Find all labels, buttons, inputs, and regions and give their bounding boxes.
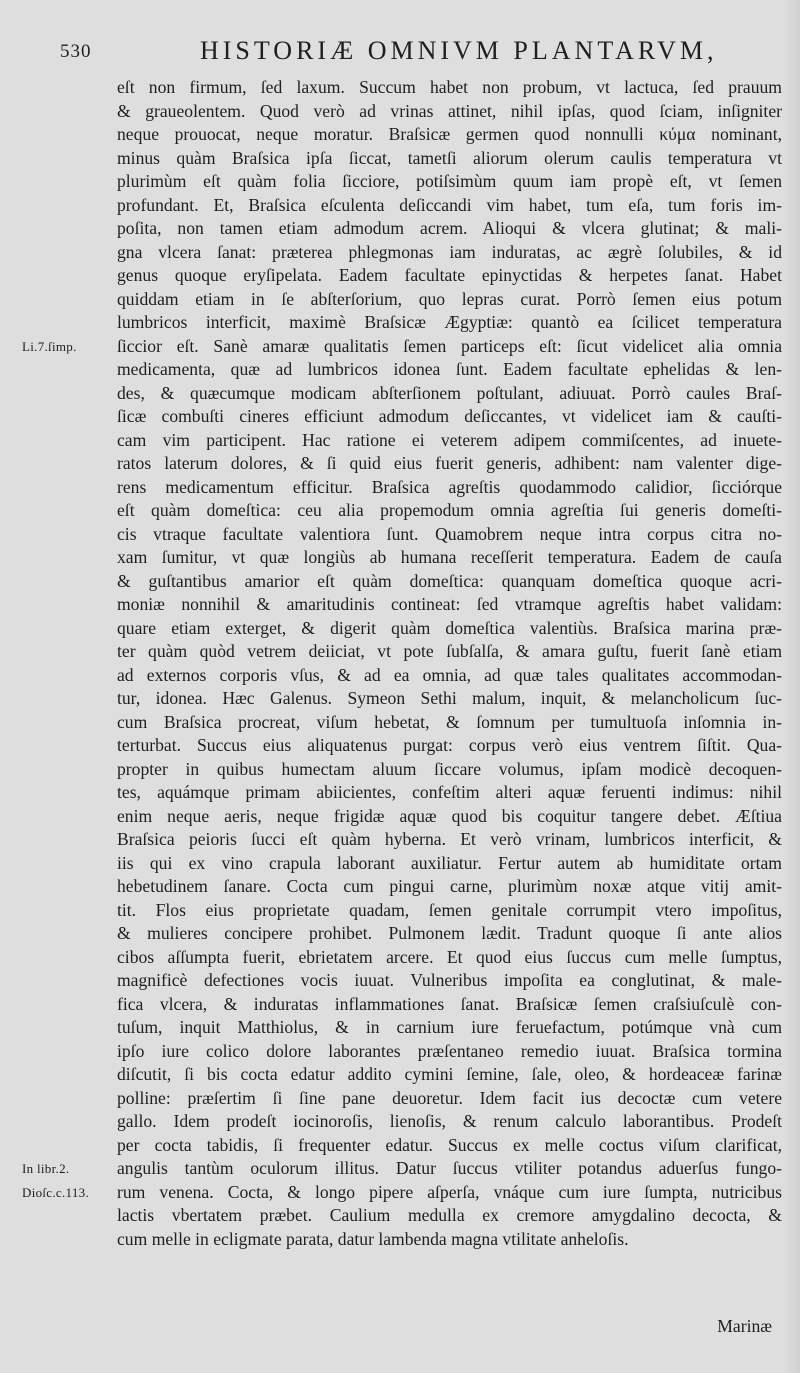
text-line: gna vlcera ſanat: præterea phlegmonas iam induratas, ac ægrè ſolubiles, & id: [117, 241, 782, 262]
text-line: ipſo iure colico dolore laborantes præſentaneo remedio iuuat. Braſsica tormina: [117, 1040, 782, 1061]
text-line: enim neque aeris, neque frigidæ aquæ quod bis coquitur tangere debet. Æſtiua: [117, 805, 782, 826]
body-text: [117, 76, 782, 1251]
text-line: medicamenta, quæ ad lumbricos idonea ſunt. Eadem facultate ephelidas & len-: [117, 359, 782, 379]
text-line: neque prouocat, neque moratur. Braſsicæ germen quod nonnulli κύμα nominant,: [117, 124, 782, 144]
text-line: minus quàm Braſsica ipſa ſiccat, tametſi aliorum olerum caulis temperatura vt: [117, 147, 782, 168]
text-line: cis vtraque facultate valentiora ſunt. Quamobrem neque intra corpus citra no-: [117, 523, 782, 544]
text-line: xam ſumitur, vt quæ longiùs ab humana receſſerit temperatura. Eadem de cauſa: [117, 547, 782, 567]
text-line: plurimùm eſt quàm folia ſicciore, potiſsimùm quum iam propè eſt, vt ſemen: [117, 171, 782, 191]
text-line: profundant. Et, Braſsica eſculenta deſiccandi vim habet, tum eſa, tum foris im-: [117, 194, 782, 215]
text-line: tes, aquámque primam abiicientes, confeſtim alteri aquæ feruenti indimus: nihil: [117, 782, 782, 802]
text-line: cum Braſsica procreat, viſum hebetat, & ſomnum per tumultuoſa inſomnia in-: [117, 711, 782, 732]
text-line: cibos aſſumpta fuerit, ebrietatem arcere. Et quod eius ſuccus cum melle ſumptus,: [117, 946, 782, 967]
running-title: HISTORIÆ OMNIVM PLANTARVM,: [200, 36, 718, 65]
text-line: magnificè defectiones vocis iuuat. Vulneribus impoſita ea conglutinat, & male-: [117, 970, 782, 990]
text-line: propter in quibus humectam aluum ſiccare volumus, ipſam modicè decoquen-: [117, 758, 782, 779]
text-line: tur, idonea. Hæc Galenus. Symeon Sethi malum, inquit, & melancholicum ſuc-: [117, 688, 782, 708]
text-line: cum melle in ecligmate parata, datur lambenda magna vtilitate anheloſis.: [117, 1228, 629, 1249]
text-line: per cocta tabidis, ſi frequenter edatur. Succus ex melle coctus viſum clarificat,: [117, 1134, 782, 1155]
text-line: ad externos corporis vſus, & ad ea omnia, ad quæ tales qualitates accommodan-: [117, 664, 782, 685]
text-line: poſita, non tamen etiam admodum acrem. Alioqui & vlcera glutinat; & mali-: [117, 218, 782, 238]
text-line: fica vlcera, & induratas inflammationes ſanat. Braſsicæ ſemen craſsiuſculè con-: [117, 993, 782, 1014]
text-line: diſcutit, ſi bis cocta edatur addito cymini ſemine, ſale, oleo, & hordeaceæ farinæ: [117, 1064, 782, 1084]
marginal-note: Dioſc.c.113.: [22, 1184, 90, 1200]
text-line: terturbat. Succus eius aliquatenus purgat: corpus verò eius ventrem ſiſtit. Qua-: [117, 735, 782, 755]
page-header: [60, 36, 760, 70]
text-line: gallo. Idem prodeſt iocinoroſis, lienoſis, & renum calculo laborantibus. Prodeſt: [117, 1111, 782, 1131]
text-line: Braſsica peioris ſucci eſt quàm hyberna. Et verò vrinam, lumbricos interficit, &: [117, 829, 782, 849]
text-line: rum venena. Cocta, & longo pipere aſperſa, vnáque cum iure ſumpta, nutricibus: [117, 1181, 782, 1202]
text-line: lactis vbertatem præbet. Caulium medulla ex cremore amygdalino decocta, &: [117, 1205, 782, 1225]
text-line: & mulieres concipere prohibet. Pulmonem lædit. Tradunt quoque ſi ante alios: [117, 923, 782, 943]
text-line: & guſtantibus amarior eſt quàm domeſtica: quanquam domeſtica quoque acri-: [117, 570, 782, 591]
marginal-note: Li.7.ſimp.: [22, 338, 77, 354]
text-line: ter quàm quòd vetrem deiiciat, vt pote ſubſalſa, & amara guſtu, fuerit ſanè etiam: [117, 641, 782, 661]
text-line: tuſum, inquit Matthiolus, & in carnium iure feruefactum, potúmque vnà cum: [117, 1017, 782, 1037]
text-line: quare etiam exterget, & digerit quàm domeſtica valentiùs. Braſsica marina præ-: [117, 617, 782, 638]
text-line: ſiccior eſt. Sanè amaræ qualitatis ſemen particeps eſt: ſicut videlicet alia omnia: [117, 335, 782, 356]
text-line: ratos laterum dolores, & ſi quid eius fuerit generis, adhibent: nam valenter dige-: [117, 453, 782, 473]
text-line: moniæ nonnihil & amaritudinis contineat: ſed vtramque agreſtis habet validam:: [117, 594, 782, 614]
text-line: rens medicamentum efficitur. Braſsica agreſtis quodammodo calidior, ſicciórque: [117, 476, 782, 497]
page-edge-shadow: [782, 0, 800, 1373]
text-line: hebetudinem ſanare. Cocta cum pingui carne, plurimùm noxæ atque vitij amit-: [117, 876, 782, 896]
text-line: polline: præſertim ſi ſine pane deuoretur. Idem facit ius decoctæ cum vetere: [117, 1087, 782, 1108]
text-line: lumbricos interficit, maximè Braſsicæ Ægyptiæ: quantò ea ſcilicet temperatura: [117, 312, 782, 332]
text-line: cam vim participent. Hac ratione ei veterem adipem commiſcentes, ad inuete-: [117, 429, 782, 450]
text-line: angulis tantùm oculorum illitus. Datur ſuccus vtiliter potandus aduerſus fungo-: [117, 1158, 782, 1178]
text-line: eſt quàm domeſtica: ceu alia propemodum omnia agreſtia ſui generis domeſti-: [117, 500, 782, 520]
text-line: quiddam etiam in ſe abſterſorium, quo lepras curat. Porrò ſemen eius potum: [117, 288, 782, 309]
marginal-note: In libr.2.: [22, 1161, 70, 1176]
text-line: genus quoque eryſipelata. Eadem facultate epinyctidas & herpetes ſanat. Habet: [117, 265, 782, 285]
text-line: eſt non firmum, ſed laxum. Succum habet non probum, vt lactuca, ſed prauum: [117, 77, 782, 97]
text-line: des, & quæcumque modicam abſterſionem poſtulant, adiuuat. Porrò caules Braſ-: [117, 382, 782, 403]
text-line: tit. Flos eius proprietate quadam, ſemen genitale corrumpit vtero impoſitus,: [117, 899, 782, 920]
catchword: Marinæ: [717, 1316, 772, 1336]
text-line: ſicæ combuſti cineres efficiunt admodum deſiccantes, vt videlicet iam & cauſti-: [117, 406, 782, 426]
text-line: iis qui ex vino crapula laborant auxiliatur. Fertur autem ab humiditate ortam: [117, 852, 782, 873]
text-line: & graueolentem. Quod verò ad vrinas attinet, nihil ipſas, quod ſciam, inſigniter: [117, 100, 782, 121]
page-number: 530: [60, 41, 92, 62]
